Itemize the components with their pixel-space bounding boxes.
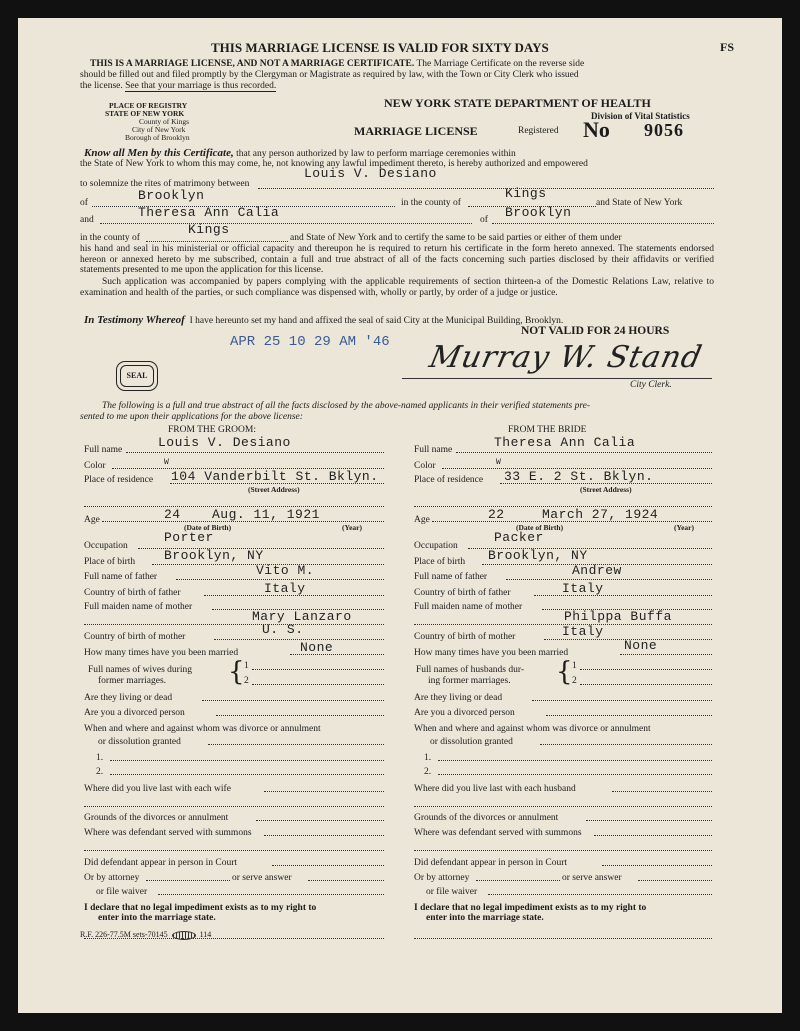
groom-divorced-label: Are you a divorced person <box>84 708 185 718</box>
notice-line-3: the license. See that your marriage is thus recorded. <box>80 81 277 91</box>
registry-county: County of Kings <box>139 117 190 126</box>
bride-prior-2-line <box>580 684 712 685</box>
groom-occupation-label: Occupation <box>84 541 128 551</box>
groom-prior-label-2: former marriages. <box>98 676 167 686</box>
bride-divorce-1-num: 1. <box>424 753 432 763</box>
bride-times-married: None <box>624 638 658 653</box>
groom-residence-label: Place of residence <box>84 475 154 485</box>
bride-divorce-1-line <box>438 760 712 761</box>
bride-appear-line <box>602 865 712 866</box>
license-title: MARRIAGE LICENSE <box>354 124 478 138</box>
bride-color-label: Color <box>414 461 436 471</box>
groom-name-typed: Louis V. Desiano <box>304 166 437 181</box>
bride-living-line <box>532 700 712 701</box>
bride-father-label: Full name of father <box>414 572 488 582</box>
bride-prior-2-num: 2 <box>572 676 577 686</box>
county-label-2: in the county of <box>80 233 140 243</box>
license-document <box>18 18 782 1013</box>
bride-mother: Philppa Buffa <box>564 609 672 624</box>
groom-appear-label: Did defendant appear in person in Court <box>84 858 238 868</box>
bride-dob-caption: (Date of Birth) <box>516 523 564 532</box>
city-clerk-label: City Clerk. <box>630 380 672 390</box>
groom-age: 24 <box>164 507 181 522</box>
bride-column <box>18 18 782 1013</box>
groom-waiver-label: or file waiver <box>96 887 148 897</box>
groom-age-label: Age <box>84 515 100 525</box>
groom-full-name: Louis V. Desiano <box>158 435 291 450</box>
groom-birthplace-label: Place of birth <box>84 557 136 567</box>
bride-times-married-label: How many times have you been married <box>414 648 569 658</box>
groom-place-typed: Brooklyn <box>138 188 205 203</box>
bride-served-label: Where was defendant served with summons <box>414 828 582 838</box>
groom-father: Vito M. <box>256 563 315 578</box>
groom-color-label: Color <box>84 461 106 471</box>
state-label-1: and State of New York <box>596 198 683 208</box>
annex-paragraph: his hand and seal in his ministerial or official capacity and thereupon he is required to return his certificate in the form hereto annexed. The statements endorsed hereon or annexed hereto by me subscribed, contain a full and true abstract of all of the facts concerning such parties disclosed by their affidavits or verified statements presented to me upon the application for this license. <box>80 244 714 276</box>
bride-color: W <box>496 458 501 467</box>
bride-year-caption: (Year) <box>674 523 694 532</box>
bride-mother-label: Full maiden name of mother <box>414 602 523 612</box>
groom-grounds-label: Grounds of the divorces or annulment <box>84 813 229 823</box>
groom-occupation: Porter <box>164 530 214 545</box>
groom-when-label-1: When and where and against whom was divorce or annulment <box>84 724 321 734</box>
number-label: No <box>583 117 610 142</box>
bride-appear-label: Did defendant appear in person in Court <box>414 858 568 868</box>
groom-mother-label: Full maiden name of mother <box>84 602 193 612</box>
bride-name-typed: Theresa Ann Calia <box>138 205 280 220</box>
bride-place-typed: Brooklyn <box>505 205 572 220</box>
bride-residence-label: Place of residence <box>414 475 484 485</box>
groom-mother-country-label: Country of birth of mother <box>84 632 186 642</box>
bride-serve-answer-label: or serve answer <box>562 873 622 883</box>
bride-attorney-line <box>476 880 560 881</box>
groom-mother-country: U. S. <box>262 622 304 637</box>
bride-county-typed: Kings <box>188 222 230 237</box>
of-label-2: of <box>480 215 488 225</box>
intro-line-3: to solemnize the rites of matrimony between <box>80 179 250 189</box>
bride-served-line <box>594 835 712 836</box>
bride-living-label: Are they living or dead <box>414 693 503 703</box>
groom-residence: 104 Vanderbilt St. Bklyn. <box>171 469 379 484</box>
intro-line-2: the State of New York to whom this may come, he, not knowing any lawful impediment thereto, is hereby authorized and empowered <box>80 159 588 169</box>
groom-heading: FROM THE GROOM: <box>168 425 256 435</box>
bride-declaration-2: enter into the marriage state. <box>426 913 544 923</box>
bride-age-label: Age <box>414 515 430 525</box>
groom-father-country: Italy <box>264 581 306 596</box>
bride-full-name: Theresa Ann Calia <box>494 435 636 450</box>
groom-prior-2-num: 2 <box>244 676 249 686</box>
groom-prior-brace: { <box>228 657 245 687</box>
bride-when-line <box>540 744 712 745</box>
notice-line-2: should be filled out and filed promptly by the Clergyman or Magistrate as required by law, with the Town or City Clerk who issued <box>80 70 579 80</box>
bride-prior-brace: { <box>556 657 573 687</box>
seal-label: SEAL <box>120 365 154 387</box>
bride-waiver-label: or file waiver <box>426 887 478 897</box>
bride-divorce-2-num: 2. <box>424 767 432 777</box>
validity-title: THIS MARRIAGE LICENSE IS VALID FOR SIXTY DAYS <box>211 40 549 55</box>
bride-prior-label-2: ing former marriages. <box>428 676 511 686</box>
groom-divorce-2-num: 2. <box>96 767 104 777</box>
bride-mother-country-label: Country of birth of mother <box>414 632 516 642</box>
bride-prior-label-1: Full names of husbands dur- <box>416 665 524 675</box>
bride-mother-country: Italy <box>562 624 604 639</box>
groom-prior-label-1: Full names of wives during <box>88 665 192 675</box>
bride-occupation-label: Occupation <box>414 541 458 551</box>
groom-declaration-1: I declare that no legal impediment exists as to my right to <box>84 903 317 913</box>
bride-father-country-line <box>534 595 712 596</box>
not-valid-notice: NOT VALID FOR 24 HOURS <box>521 325 670 337</box>
groom-served-label: Where was defendant served with summons <box>84 828 252 838</box>
bride-lived-line <box>612 791 712 792</box>
bride-prior-1-num: 1 <box>572 661 577 671</box>
bride-residence-line <box>500 483 712 484</box>
license-number: 9056 <box>644 120 684 140</box>
bride-signature-line <box>414 938 712 939</box>
bride-serve-answer-line <box>638 880 712 881</box>
intro-line-1: Know all Men by this Certificate, that any person authorized by law to perform marriage ceremonies within <box>84 147 516 159</box>
bride-waiver-line <box>488 894 712 895</box>
bride-age-line <box>432 521 712 522</box>
of-label: of <box>80 198 88 208</box>
groom-serve-answer-label: or serve answer <box>232 873 292 883</box>
bride-heading: FROM THE BRIDE <box>508 425 587 435</box>
bride-birthplace: Brooklyn, NY <box>488 548 588 563</box>
bride-lived-line-2 <box>414 806 712 807</box>
bride-when-label-2: or dissolution granted <box>430 737 513 747</box>
bride-street-address-caption: (Street Address) <box>580 485 632 494</box>
groom-times-married: None <box>300 640 334 655</box>
groom-divorce-1-num: 1. <box>96 753 104 763</box>
bride-divorced-label: Are you a divorced person <box>414 708 515 718</box>
groom-attorney-label: Or by attorney <box>84 873 140 883</box>
groom-father-label: Full name of father <box>84 572 158 582</box>
county-label-1: in the county of <box>401 198 461 208</box>
department-name: NEW YORK STATE DEPARTMENT OF HEALTH <box>384 96 651 110</box>
bride-served-line-2 <box>414 850 712 851</box>
bride-father-country: Italy <box>562 581 604 596</box>
and-label: and <box>80 215 94 225</box>
notice-line-1: THIS IS A MARRIAGE LICENSE, AND NOT A MARRIAGE CERTIFICATE. The Marriage Certificate on the reverse side <box>90 59 585 69</box>
bride-father: Andrew <box>572 563 622 578</box>
bride-father-country-label: Country of birth of father <box>414 588 511 598</box>
clerk-signature: Murray W. Stand <box>426 340 706 375</box>
abstract-line-2: sented to me upon their applications for the above license: <box>80 412 303 422</box>
county-rest-text: and State of New York and to certify the same to be said parties or either of them under <box>290 233 622 243</box>
bride-father-line <box>506 579 712 580</box>
division-name: Division of Vital Statistics <box>591 111 690 121</box>
registry-label-2: STATE OF NEW YORK <box>105 109 185 118</box>
groom-prior-1-num: 1 <box>244 661 249 671</box>
application-paragraph: Such application was accompanied by papers complying with the applicable requirements of section thirteen-a of the Domestic Relations Law, relative to examination and health of the parties, or such compliance was dispensed with, wholly or partly, by order of a judge or justice. <box>80 277 714 298</box>
groom-dob-caption: (Date of Birth) <box>184 523 232 532</box>
bride-declaration-1: I declare that no legal impediment exists as to my right to <box>414 903 647 913</box>
bride-occupation: Packer <box>494 530 544 545</box>
groom-lived-label: Where did you live last with each wife <box>84 784 231 794</box>
bride-lived-label: Where did you live last with each husband <box>414 784 576 794</box>
groom-declaration-2: enter into the marriage state. <box>98 913 216 923</box>
registry-borough: Borough of Brooklyn <box>125 133 190 142</box>
registry-label-1: PLACE OF REGISTRY <box>109 101 188 110</box>
groom-dob: Aug. 11, 1921 <box>212 507 320 522</box>
groom-birthplace: Brooklyn, NY <box>164 548 264 563</box>
groom-year-caption: (Year) <box>342 523 362 532</box>
bride-full-name-label: Full name <box>414 445 453 455</box>
groom-mother: Mary Lanzaro <box>252 609 352 624</box>
form-number: R.F. 226-77.5M sets-70145 114 <box>80 930 212 939</box>
bride-attorney-label: Or by attorney <box>414 873 470 883</box>
groom-when-label-2: or dissolution granted <box>98 737 181 747</box>
groom-living-label: Are they living or dead <box>84 693 173 703</box>
bride-divorced-line <box>546 715 712 716</box>
bride-age: 22 <box>488 507 505 522</box>
union-label-icon <box>172 931 196 940</box>
bride-when-label-1: When and where and against whom was divorce or annulment <box>414 724 651 734</box>
groom-county-typed: Kings <box>505 186 547 201</box>
bride-prior-1-line <box>580 669 712 670</box>
registry-city: City of New York <box>132 125 186 134</box>
bride-birthplace-label: Place of birth <box>414 557 466 567</box>
bride-times-married-line <box>620 654 712 655</box>
bride-divorce-2-line <box>438 774 712 775</box>
form-code: FS <box>720 40 735 54</box>
abstract-line-1: The following is a full and true abstract of all the facts disclosed by the above-named applicants in their verified statements pre- <box>102 401 591 411</box>
bride-grounds-line <box>586 820 712 821</box>
date-stamp: APR 25 10 29 AM '46 <box>230 334 390 350</box>
groom-color: W <box>164 458 169 467</box>
registered-label: Registered <box>518 126 559 136</box>
bride-dob: March 27, 1924 <box>542 507 659 522</box>
groom-full-name-label: Full name <box>84 445 123 455</box>
bride-residence: 33 E. 2 St. Bklyn. <box>504 469 654 484</box>
groom-times-married-label: How many times have you been married <box>84 648 239 658</box>
testimony-line: In Testimony Whereof I have hereunto set my hand and affixed the seal of said City at the Municipal Building, Brooklyn. <box>84 314 564 326</box>
groom-father-country-label: Country of birth of father <box>84 588 181 598</box>
bride-full-name-line <box>456 452 712 453</box>
groom-street-address-caption: (Street Address) <box>248 485 300 494</box>
bride-grounds-label: Grounds of the divorces or annulment <box>414 813 559 823</box>
